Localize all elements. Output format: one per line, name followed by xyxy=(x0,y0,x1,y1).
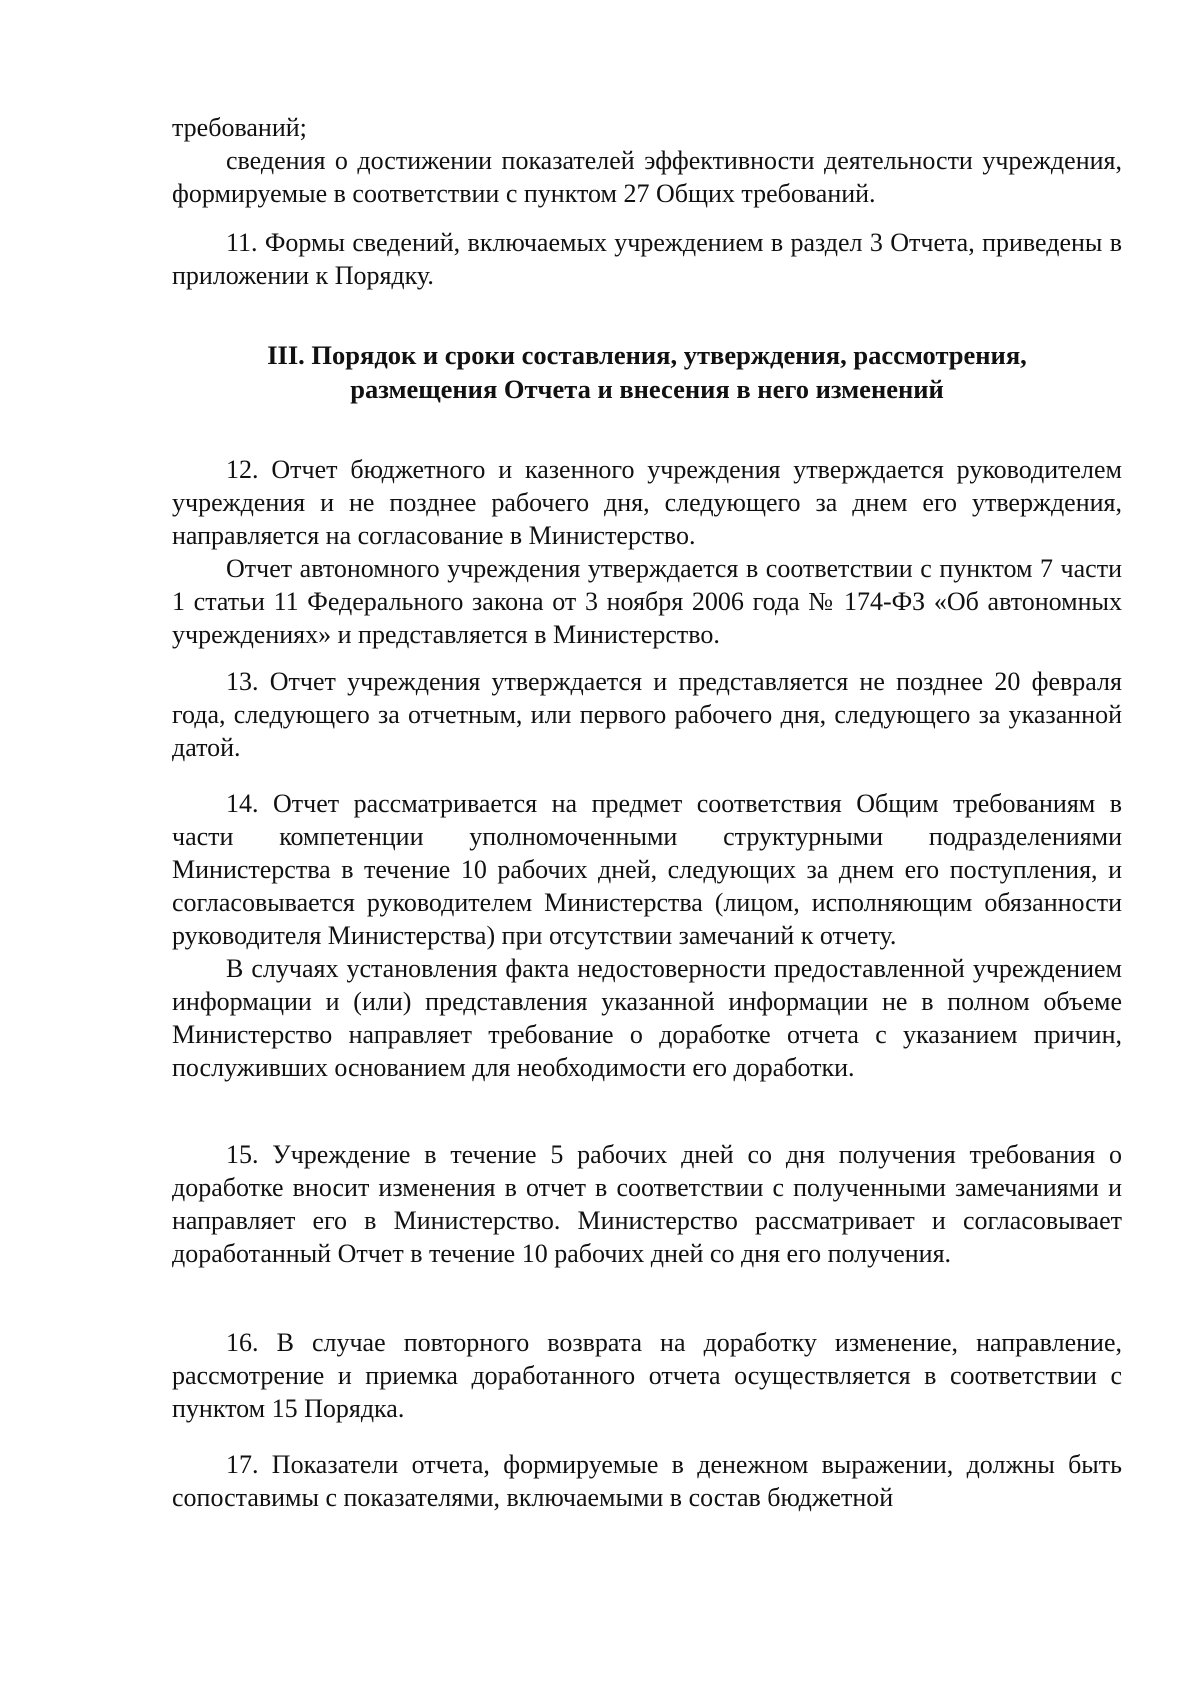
item-11-block xyxy=(172,226,1122,292)
continuation-line: требований; xyxy=(172,113,307,142)
item-16-block xyxy=(172,1326,1122,1425)
paragraph-svedeniya: сведения о достижении показателей эффективности деятельности учреждения, формируемые в соответствии с пунктом 27 Общих требований. xyxy=(172,146,1122,208)
paragraph-item-12: 12. Отчет бюджетного и казенного учреждения утверждается руководителем учреждения и не позднее рабочего дня, следующего за днем его утверждения, направляется на согласование в Министерство. xyxy=(172,455,1122,550)
item-12-block xyxy=(172,453,1122,651)
item-15-block xyxy=(172,1138,1122,1270)
paragraph-item-13: 13. Отчет учреждения утверждается и представляется не позднее 20 февраля года, следующего за отчетным, или первого рабочего дня, следующего за указанной датой. xyxy=(172,667,1122,762)
paragraph-item-17: 17. Показатели отчета, формируемые в денежном выражении, должны быть сопоставимы с показателями, включаемыми в состав бюджетной xyxy=(172,1450,1122,1512)
section-heading xyxy=(172,338,1122,406)
paragraph-item-15: 15. Учреждение в течение 5 рабочих дней со дня получения требования о доработке вносит изменения в отчет в соответствии с полученными замечаниями и направляет его в Министерство. Министерство рассматривает и согласовывает доработанный Отчет в течение 10 рабочих дней со дня его получения. xyxy=(172,1140,1122,1268)
paragraph-item-11: 11. Формы сведений, включаемых учреждением в раздел 3 Отчета, приведены в приложении к Порядку. xyxy=(172,228,1122,290)
item-13-block xyxy=(172,665,1122,764)
section-heading-line-2: размещения Отчета и внесения в него изменений xyxy=(350,374,944,404)
paragraph-item-12-autonomous: Отчет автономного учреждения утверждается в соответствии с пунктом 7 части 1 статьи 11 Федерального закона от 3 ноября 2006 года № 174-ФЗ «Об автономных учреждениях» и представляется в Министерство. xyxy=(172,554,1122,649)
item-14-block xyxy=(172,787,1122,1084)
section-heading-line-1: III. Порядок и сроки составления, утверждения, рассмотрения, xyxy=(267,340,1027,370)
paragraph-item-14-revision: В случаях установления факта недостоверности предоставленной учреждением информации и (или) представления указанной информации не в полном объеме Министерство направляет требование о доработке отчета с указанием причин, послуживших основанием для необходимости его доработки. xyxy=(172,954,1122,1082)
paragraph-item-16: 16. В случае повторного возврата на доработку изменение, направление, рассмотрение и приемка доработанного отчета осуществляется в соответствии с пунктом 15 Порядка. xyxy=(172,1328,1122,1423)
item-17-block xyxy=(172,1448,1122,1514)
intro-block xyxy=(172,111,1122,210)
paragraph-item-14: 14. Отчет рассматривается на предмет соответствия Общим требованиям в части компетенции уполномоченными структурными подразделениями Министерства в течение 10 рабочих дней, следующих за днем его поступления, и согласовывается руководителем Министерства (лицом, исполняющим обязанности руководителя Министерства) при отсутствии замечаний к отчету. xyxy=(172,789,1122,950)
